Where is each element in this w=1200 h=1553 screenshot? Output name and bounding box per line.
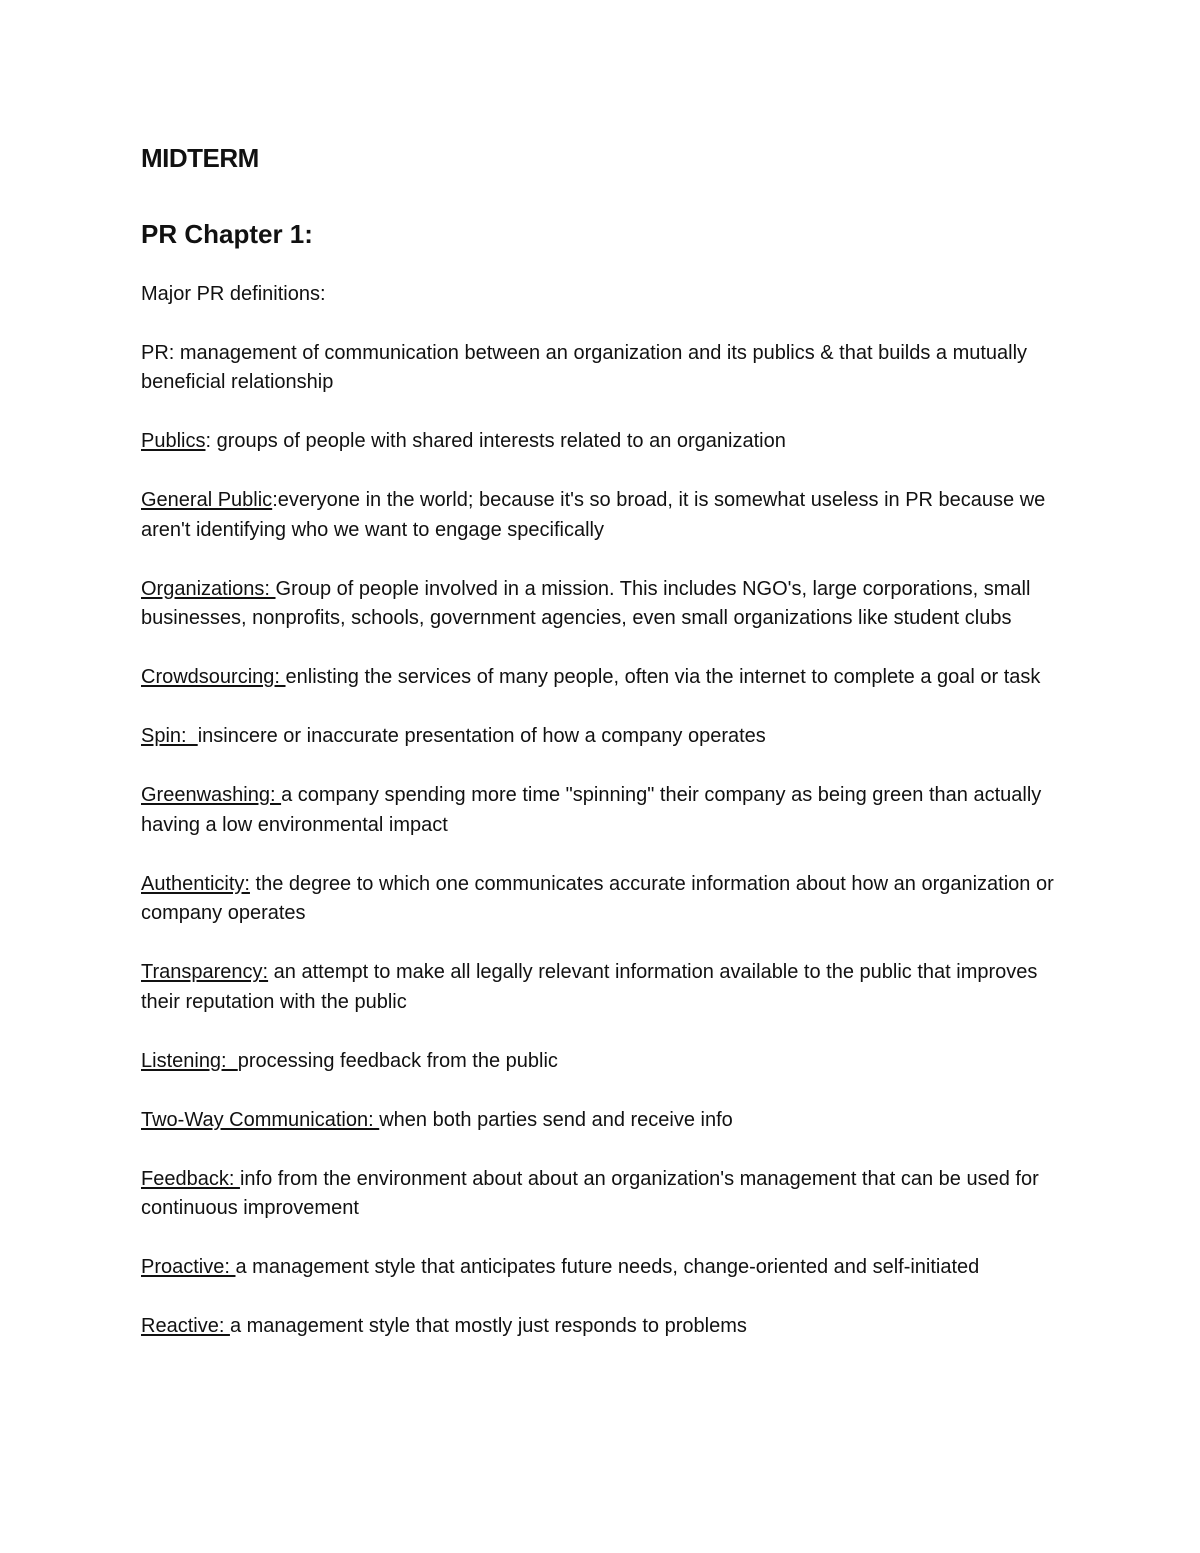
definition-text: :everyone in the world; because it's so broad, it is somewhat useless in PR because we aren't identifying who we want to engage specifically — [141, 489, 1046, 541]
definition-text: info from the environment about about an organization's management that can be used for continuous improvement — [141, 1167, 1039, 1219]
definition-item — [141, 663, 1061, 693]
definition-term: Transparency: — [141, 961, 269, 983]
document-title: MIDTERM — [141, 143, 259, 173]
definition-term: Listening: — [141, 1049, 238, 1072]
definition-item — [141, 486, 1061, 545]
definition-term: Crowdsourcing: — [141, 666, 286, 688]
definition-item — [141, 1165, 1061, 1224]
definition-term: Authenticity: — [141, 872, 250, 895]
definition-text: processing feedback from the public — [237, 1049, 558, 1072]
definition-text: the degree to which one communicates accurate information about how an organization or company operates — [141, 872, 1054, 924]
definition-item — [141, 781, 1061, 840]
pr-definition: PR: management of communication between an organization and its publics & that builds a mutually beneficial relationship — [141, 341, 1028, 393]
definition-text: a management style that mostly just responds to problems — [229, 1315, 747, 1337]
definition-text: a company spending more time "spinning" their company as being green than actually having a low environmental impact — [141, 784, 1042, 836]
definition-list — [141, 427, 1061, 1342]
definition-text: enlisting the services of many people, often via the internet to complete a goal or task — [285, 666, 1041, 688]
document-page — [141, 140, 1061, 1342]
definition-item — [141, 870, 1061, 929]
definition-item — [141, 427, 1061, 457]
definition-term: Spin: — [141, 725, 198, 747]
chapter-title: PR Chapter 1: — [141, 219, 313, 249]
definition-item — [141, 1312, 1061, 1342]
definition-text: when both parties send and receive info — [379, 1108, 733, 1131]
definition-term: General Public — [141, 489, 273, 511]
definition-term: Two-Way Communication: — [141, 1108, 380, 1131]
definition-term: Publics — [141, 430, 206, 452]
definition-item — [141, 575, 1061, 634]
definition-text: : groups of people with shared interests related to an organization — [205, 430, 786, 452]
definition-term: Organizations: — [141, 577, 276, 600]
definition-term: Proactive: — [141, 1256, 236, 1278]
definition-text: an attempt to make all legally relevant information available to the public that improves their reputation with the public — [141, 961, 1038, 1013]
definition-item — [141, 1106, 1061, 1136]
definition-text: insincere or inaccurate presentation of how a company operates — [197, 725, 766, 747]
definition-item — [141, 1047, 1061, 1077]
definition-item — [141, 722, 1061, 752]
definition-text: a management style that anticipates future needs, change-oriented and self-initiated — [235, 1256, 980, 1278]
definition-term: Feedback: — [141, 1167, 240, 1190]
definition-term: Reactive: — [141, 1315, 230, 1337]
definition-item — [141, 958, 1061, 1017]
definition-term: Greenwashing: — [141, 784, 282, 806]
definition-item — [141, 1253, 1061, 1283]
definition-text: Group of people involved in a mission. This includes NGO's, large corporations, small businesses, nonprofits, schools, government agencies, even small organizations like student clubs — [141, 577, 1031, 629]
intro-text: Major PR definitions: — [141, 283, 326, 305]
